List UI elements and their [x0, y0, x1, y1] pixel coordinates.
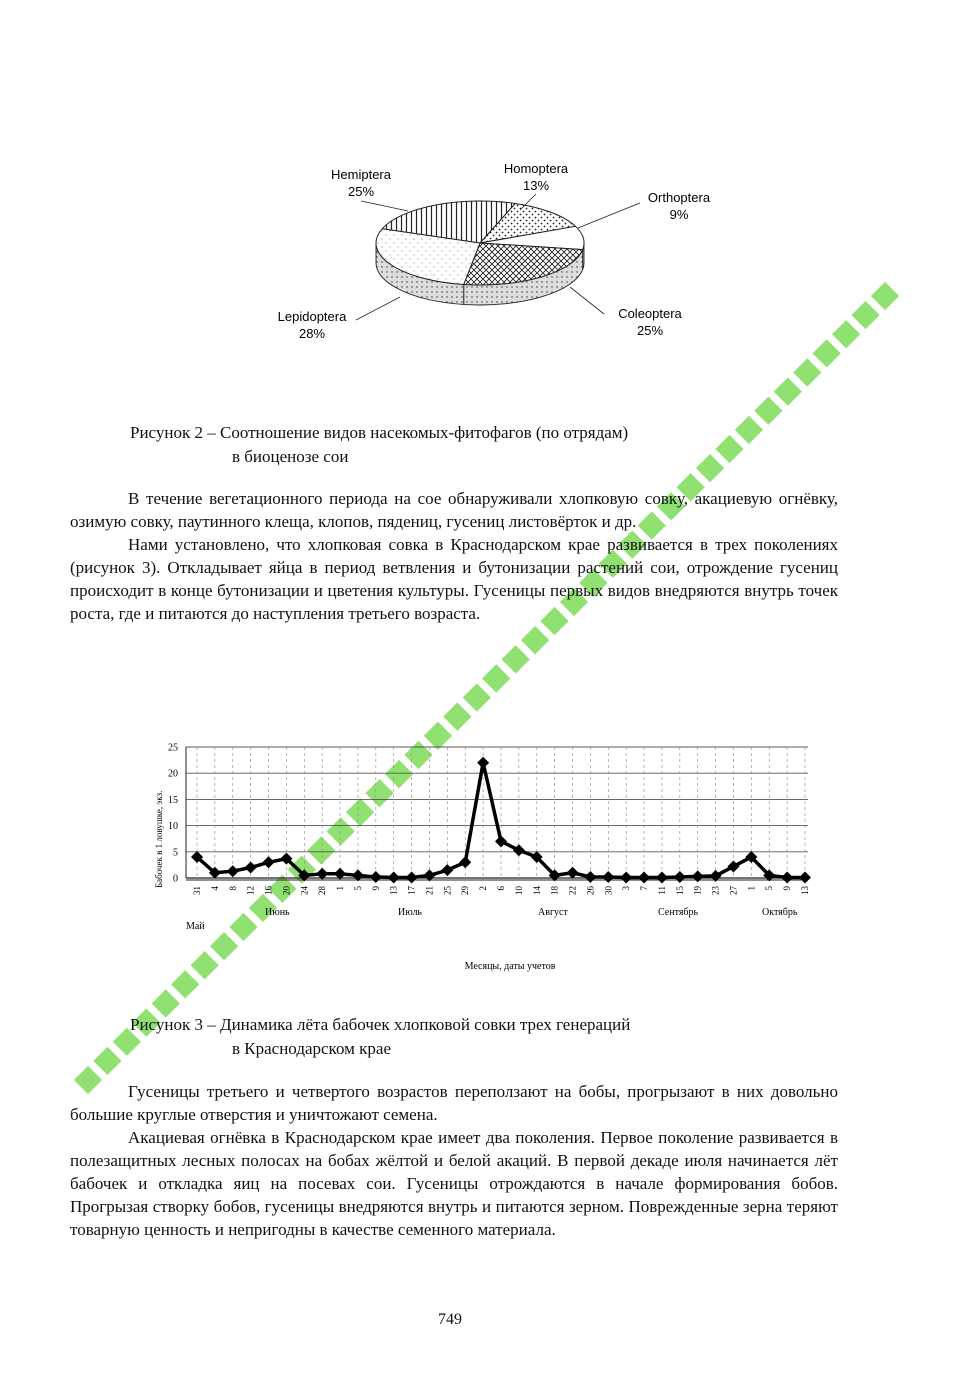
leader-line: [361, 201, 408, 211]
x-tick-label: 24: [299, 886, 310, 895]
figure2-caption-line1: Рисунок 2 – Соотношение видов насекомых-фитофагов (по отрядам): [130, 423, 629, 442]
data-point: [602, 871, 614, 883]
watermark-square: [813, 339, 841, 367]
x-tick-label: 6: [496, 886, 506, 891]
x-tick-label: 3: [621, 886, 632, 891]
pie-label-homoptera: Homoptera: [503, 161, 569, 176]
x-tick-label: 13: [388, 886, 399, 895]
data-point: [227, 865, 239, 877]
x-tick-label: 22: [567, 886, 578, 895]
data-point: [495, 835, 507, 847]
x-tick-label: 23: [710, 886, 721, 895]
data-point: [459, 856, 471, 868]
month-label: Октябрь: [762, 907, 798, 918]
x-tick-label: 18: [549, 886, 560, 895]
data-point: [674, 871, 686, 883]
data-point: [388, 871, 400, 883]
paragraph: Гусеницы третьего и четвертого возрастов переползают на бобы, прогрызают в них довольно большие круглые отверстия и уничтожают семена.: [70, 1082, 838, 1124]
watermark-square: [696, 454, 724, 482]
x-tick-label: 29: [460, 886, 471, 895]
pie-value-lepidoptera: 28%: [298, 326, 326, 341]
data-point: [441, 864, 453, 876]
watermark-square: [754, 397, 782, 425]
month-label: Июль: [398, 907, 422, 918]
data-point: [584, 871, 596, 883]
x-tick-label: 5: [352, 886, 363, 891]
x-tick-label: 27: [728, 886, 739, 895]
watermark-square: [851, 301, 879, 329]
figure3-caption-line2: в Краснодарском крае: [232, 1039, 391, 1058]
pie-value-coleoptera: 25%: [636, 323, 664, 338]
watermark-square: [521, 626, 549, 654]
data-point: [370, 871, 382, 883]
x-tick-label: 31: [192, 886, 202, 895]
pie-label-lepidoptera: Lepidoptera: [277, 309, 347, 324]
watermark-square: [774, 377, 802, 405]
y-tick-label: 25: [168, 742, 178, 754]
data-point: [799, 871, 811, 883]
leader-line: [570, 287, 604, 314]
x-tick-label: 16: [263, 886, 274, 895]
x-axis-title: Месяцы, даты учетов: [464, 961, 556, 972]
x-tick-label: 25: [442, 886, 453, 895]
pie-chart: [250, 150, 720, 360]
y-tick-label: 15: [168, 794, 178, 806]
data-point: [477, 757, 489, 769]
x-tick-label: 8: [227, 886, 238, 891]
watermark-square: [832, 320, 860, 348]
leader-line: [578, 203, 640, 228]
x-tick-label: 15: [674, 886, 685, 895]
watermark-square: [463, 683, 491, 711]
text-block-bottom: [70, 1080, 838, 1241]
x-tick-label: 11: [656, 886, 667, 895]
month-label: Сентябрь: [658, 907, 699, 918]
data-point: [620, 871, 632, 883]
x-tick-label: 9: [782, 886, 793, 891]
figure3-caption-line1: Рисунок 3 – Динамика лёта бабочек хлопковой совки трех генераций: [130, 1015, 631, 1034]
x-tick-label: 2: [478, 886, 489, 891]
watermark-square: [735, 416, 763, 444]
pie-label-hemiptera: Hemiptera: [331, 167, 391, 182]
figure2-caption-line2: в биоценозе сои: [232, 447, 349, 466]
line-chart: [140, 735, 840, 980]
month-label: Июнь: [265, 907, 290, 918]
data-point: [781, 871, 793, 883]
y-axis-title: Бабочек в 1 ловушке, экз.: [154, 790, 164, 888]
leader-line: [356, 297, 400, 320]
x-tick-label: 28: [317, 886, 328, 895]
x-tick-label: 13: [800, 886, 810, 895]
pie-value-hemiptera: 25%: [347, 184, 375, 199]
x-tick-label: 20: [281, 886, 292, 895]
watermark-square: [793, 358, 821, 386]
paragraph: Акациевая огнёвка в Краснодарском крае имеет два поколения. Первое поколение развивается в полезащитных лесных полосах на бобах жёлтой и белой акаций. В первой декаде июля начинается лёт бабочек и откладка яиц на посевах сои. Гусеницы отрождаются в начале формирования бобов. Прогрызая створку бобов, гусеницы внедряются внутрь и питаются зерном. Поврежденные зерна теряют товарную ценность и непригодны в качестве семенного материала.: [70, 1128, 838, 1239]
data-point: [727, 860, 739, 872]
y-tick-label: 20: [168, 768, 178, 780]
month-label: Август: [538, 907, 568, 918]
watermark-square: [93, 1047, 121, 1075]
x-tick-label: 7: [639, 886, 650, 891]
data-point: [513, 844, 525, 856]
x-tick-label: 1: [746, 886, 757, 891]
pie-value-orthoptera: 9%: [669, 207, 689, 222]
data-point: [245, 862, 257, 874]
watermark-square: [502, 645, 530, 673]
x-tick-label: 12: [245, 886, 256, 895]
x-tick-label: 21: [424, 886, 435, 895]
text-block-top: [70, 487, 838, 625]
y-tick-label: 5: [173, 847, 178, 859]
pie-label-orthoptera: Orthoptera: [647, 190, 711, 205]
x-tick-label: 1: [335, 886, 346, 891]
pie-label-coleoptera: Coleoptera: [618, 306, 682, 321]
x-tick-label: 10: [513, 886, 524, 895]
data-point: [263, 856, 275, 868]
paragraph: В течение вегетационного периода на сое обнаруживали хлопковую совку, акациевую огнёвку, озимую совку, паутинного клеща, клопов, пядениц, гусениц листовёрток и др.: [70, 489, 838, 531]
watermark-square: [715, 435, 743, 463]
page-number: 749: [438, 1311, 462, 1328]
x-tick-label: 17: [406, 886, 417, 895]
watermark-square: [482, 664, 510, 692]
pie-value-homoptera: 13%: [522, 178, 550, 193]
data-point: [638, 871, 650, 883]
x-tick-label: 5: [764, 886, 775, 891]
x-tick-label: 30: [603, 886, 614, 895]
y-tick-label: 0: [173, 873, 178, 885]
watermark-square: [871, 282, 899, 310]
x-tick-label: 4: [209, 886, 220, 891]
data-point: [406, 871, 418, 883]
y-tick-label: 10: [168, 821, 178, 833]
x-tick-label: 14: [531, 886, 542, 895]
data-point: [567, 867, 579, 879]
month-label: Май: [186, 921, 205, 932]
data-point: [692, 870, 704, 882]
x-tick-label: 19: [692, 886, 703, 895]
x-tick-label: 26: [585, 886, 596, 895]
watermark-square: [443, 703, 471, 731]
data-point: [656, 871, 668, 883]
x-tick-label: 9: [370, 886, 381, 891]
paragraph: Нами установлено, что хлопковая совка в Краснодарском крае развивается в трех поколениях (рисунок 3). Откладывает яйца в период ветвления и бутонизации растений сои, отрождение гусениц происходит в конце бутонизации и цветения культуры. Гусеницы первых видов внедряются внутрь точек роста, где и питаются до наступления третьего возраста.: [70, 535, 838, 623]
